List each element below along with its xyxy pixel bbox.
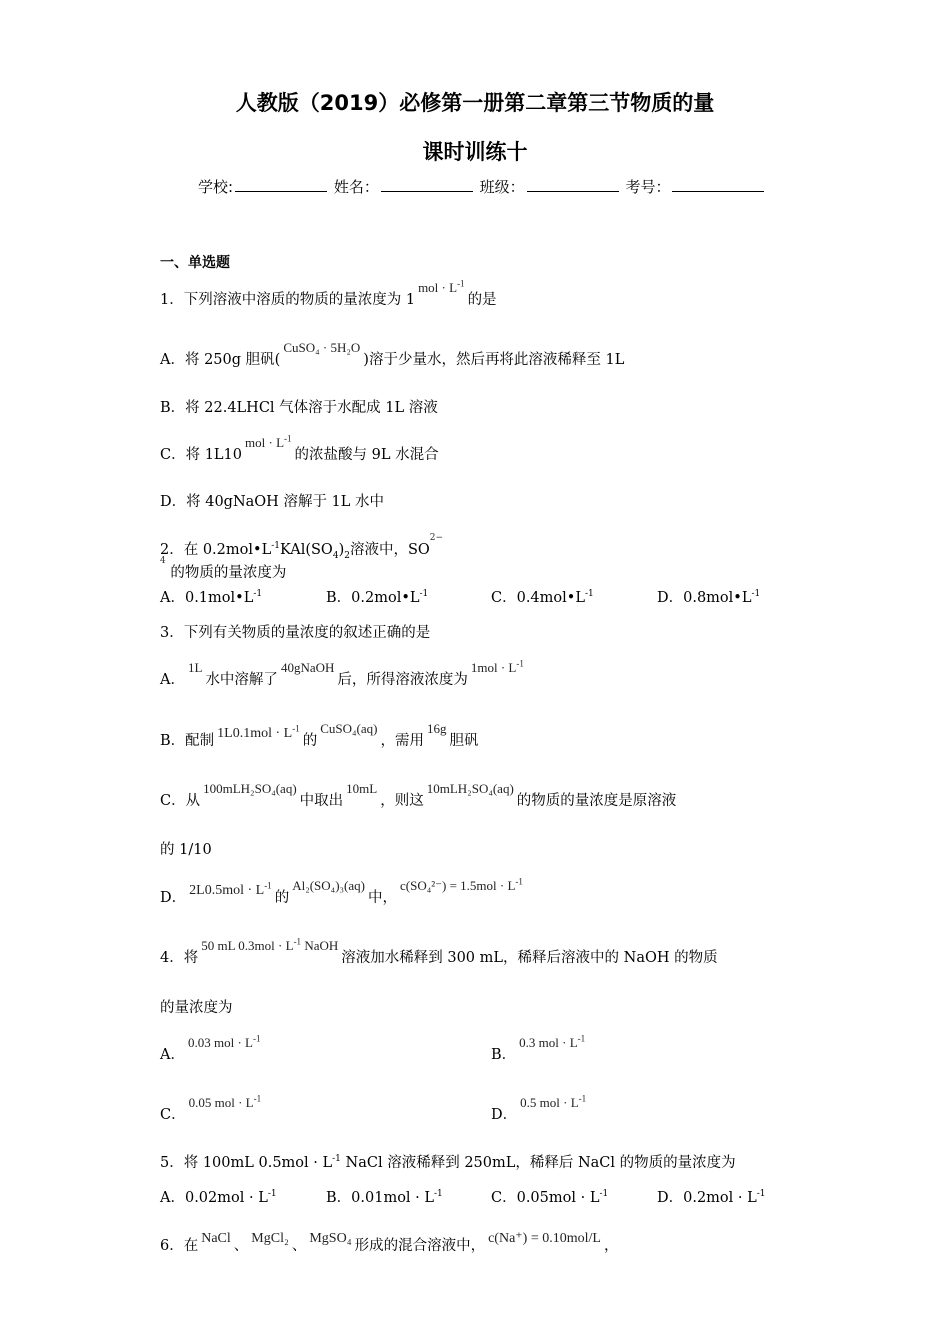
q2-option-b: B．$0.2mol•L^{-1}$ bbox=[326, 589, 429, 606]
q2-stem: 2．在 $0.2mol•L^{-1}KAl(SO_4)_2$溶液中，$SO^{2- 4}$ 的物质的量浓度为 bbox=[160, 533, 444, 581]
q1-option-c: C．将 $1L10mol \cdot L^{-1}$的浓盐酸与 9L 水混合 bbox=[160, 433, 439, 463]
document-subtitle: 课时训练十 bbox=[422, 140, 528, 164]
q3-option-c: C．从100mLH₂SO₄(aq)中取出10mL，则这10mLH₂SO₄(aq)的物质的量浓度是原溶液 bbox=[160, 781, 677, 809]
field-number-blank[interactable] bbox=[672, 177, 764, 192]
q4-option-a: A．0.03 mol · $L^{-1}$ bbox=[160, 1033, 261, 1063]
q5-stem: 5．将 100mL $0.5mol \cdot L^{-1}$ NaCl 溶液稀释到 250mL，稀释后 NaCl 的物质的量浓度为 bbox=[160, 1154, 736, 1171]
q3-option-b: B．配制 $1L0.1mol \cdot L^{-1}$的CuSO₄(aq)，需用16g胆矾 bbox=[160, 721, 479, 749]
q5-option-a: A．$0.02mol \cdot L^{-1}$ bbox=[160, 1189, 277, 1206]
field-name-blank[interactable] bbox=[381, 177, 473, 192]
q4-option-d: D．0.5 mol · $L^{-1}$ bbox=[491, 1093, 587, 1123]
q4-stem: 4．将50 mL $0.3mol \cdot L^{-1}$ NaOH溶液加水稀释到 300 mL，稀释后溶液中的 NaOH 的物质 bbox=[160, 936, 718, 966]
q3-stem: 3．下列有关物质的量浓度的叙述正确的是 bbox=[160, 625, 431, 641]
q5-option-b: B．$0.01mol \cdot L^{-1}$ bbox=[326, 1189, 443, 1206]
q1-option-b: B．将 22.4LHCl 气体溶于水配成 1L 溶液 bbox=[160, 400, 438, 416]
q2-option-c: C．$0.4mol•L^{-1}$ bbox=[491, 589, 594, 606]
q5-option-d: D．$0.2mol \cdot L^{-1}$ bbox=[657, 1189, 766, 1206]
q3-option-a: A．1L水中溶解了40gNaOH后，所得溶液浓度为$1mol \cdot L^{-1}$ bbox=[160, 658, 524, 688]
q4-option-b: B．0.3 mol · $L^{-1}$ bbox=[491, 1033, 586, 1063]
q1-option-a: A．将 250g 胆矾(CuSO₄ · 5H₂O)溶于少量水，然后再将此溶液稀释至 1L bbox=[160, 340, 625, 368]
q1-stem: 1．下列溶液中溶质的物质的量浓度为 $1mol \cdot L^{-1}$的是 bbox=[160, 278, 497, 308]
q3-option-d: D． $2L0.5mol \cdot L^{-1}$的Al₂(SO₄)₃(aq)中，$c(SO_4^{2-}) = 1.5mol \cdot L^{-1}$ bbox=[160, 876, 523, 906]
field-name-label: 姓名： bbox=[333, 178, 379, 196]
student-info-fields bbox=[198, 176, 766, 197]
field-number-label: 考号： bbox=[625, 178, 671, 196]
q4-option-c: C．0.05 mol · $L^{-1}$ bbox=[160, 1093, 262, 1123]
q5-option-c: C．$0.05mol \cdot L^{-1}$ bbox=[491, 1189, 609, 1206]
q1-option-d: D．将 40gNaOH 溶解于 1L 水中 bbox=[160, 494, 385, 510]
field-class-label: 班级： bbox=[479, 178, 525, 196]
q4-stem-continued: 的量浓度为 bbox=[160, 1000, 233, 1016]
field-school-blank[interactable] bbox=[235, 177, 327, 192]
field-class-blank[interactable] bbox=[527, 177, 619, 192]
q6-stem: 6．在 NaCl 、 MgCl₂ 、 MgSO₄ 形成的混合溶液中， c(Na⁺) = 0.10mol/L ， bbox=[160, 1231, 619, 1254]
q2-option-d: D．$0.8mol•L^{-1}$ bbox=[657, 589, 761, 606]
q2-option-a: A．$0.1mol•L^{-1}$ bbox=[160, 589, 263, 606]
section-heading: 一、单选题 bbox=[160, 255, 230, 271]
field-school-label: 学校: bbox=[198, 178, 234, 196]
document-title: 人教版（2019）必修第一册第二章第三节物质的量 bbox=[235, 91, 715, 115]
q3-option-c-continued: 的 1/10 bbox=[160, 842, 212, 858]
